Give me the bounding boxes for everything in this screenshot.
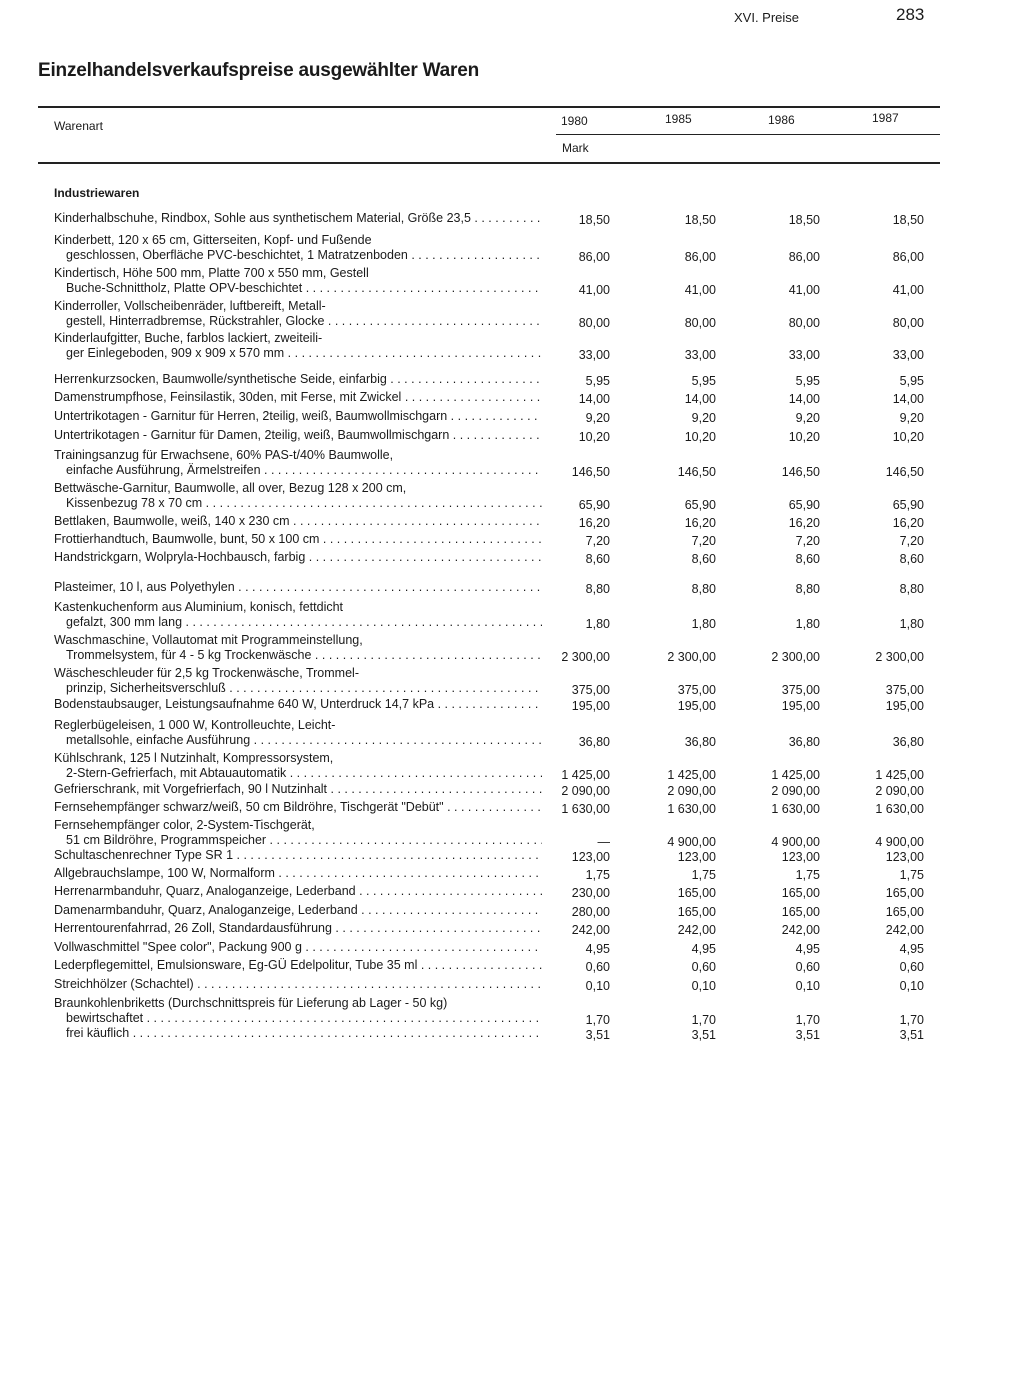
- price-cell-1986: 2 300,00: [771, 650, 820, 664]
- price-cell-1985: 86,00: [684, 250, 716, 264]
- description-line: Kinderbett, 120 x 65 cm, Gitterseiten, Kopf- und Fußende: [54, 233, 372, 247]
- price-cell-1985: 123,00: [677, 850, 716, 864]
- item-description: [54, 697, 542, 712]
- price-cell-1986: 1,75: [795, 868, 820, 882]
- page-title: Einzelhandelsverkaufspreise ausgewählter Waren: [38, 60, 479, 81]
- price-cell-1980: 4,95: [585, 942, 610, 956]
- price-cell-1980: 0,60: [585, 960, 610, 974]
- price-cell-1987: 123,00: [885, 850, 924, 864]
- price-cell-1986: 8,60: [795, 552, 820, 566]
- price-cell-1987: 14,00: [892, 392, 924, 406]
- price-cell-1986: 165,00: [781, 905, 820, 919]
- description-line: Lederpflegemittel, Emulsionsware, Eg-GÜ Edelpolitur, Tube 35 ml . . .: [54, 958, 542, 973]
- price-cell-1980: —: [597, 835, 610, 849]
- description-line: Schultaschenrechner Type SR 1 . . .: [54, 848, 542, 863]
- description-line: Bettwäsche-Garnitur, Baumwolle, all over, Bezug 128 x 200 cm,: [54, 481, 407, 495]
- column-header-year: 1987: [872, 111, 899, 125]
- price-cell-1987: 165,00: [885, 886, 924, 900]
- price-cell-1986: 86,00: [788, 250, 820, 264]
- price-cell-1987: 33,00: [892, 348, 924, 362]
- column-header-year: 1986: [768, 113, 795, 127]
- price-cell-1980: 7,20: [585, 534, 610, 548]
- item-description: [54, 211, 542, 226]
- price-cell-1987: 5,95: [899, 374, 924, 388]
- price-cell-1985: 80,00: [684, 316, 716, 330]
- item-description: [54, 818, 542, 848]
- price-cell-1987: 36,80: [892, 735, 924, 749]
- price-cell-1985: 146,50: [677, 465, 716, 479]
- price-cell-1986: 1,70 3,51: [795, 1013, 820, 1042]
- price-cell-1985: 2 090,00: [667, 784, 716, 798]
- price-cell-1985: 1,75: [691, 868, 716, 882]
- price-cell-1985: 7,20: [691, 534, 716, 548]
- item-description: [54, 550, 542, 565]
- price-cell-1986: 10,20: [788, 430, 820, 444]
- price-cell-1985: 8,80: [691, 582, 716, 596]
- description-line: bewirtschaftet . . .: [54, 1011, 542, 1026]
- description-line: Reglerbügeleisen, 1 000 W, Kontrolleuchte, Leicht-: [54, 718, 336, 732]
- price-cell-1986: 2 090,00: [771, 784, 820, 798]
- page-number: 283: [896, 5, 925, 24]
- price-cell-1985: 5,95: [691, 374, 716, 388]
- description-line: Damenarmbanduhr, Quarz, Analoganzeige, Lederband . . .: [54, 903, 542, 918]
- price-cell-1980: 80,00: [578, 316, 610, 330]
- price-cell-1987: 1 425,00: [875, 768, 924, 782]
- description-line: Vollwaschmittel "Spee color", Packung 900 g . . .: [54, 940, 542, 955]
- item-description: [54, 331, 542, 361]
- price-cell-1985: 165,00: [677, 905, 716, 919]
- price-cell-1985: 14,00: [684, 392, 716, 406]
- price-cell-1986: 8,80: [795, 582, 820, 596]
- price-cell-1987: 375,00: [885, 683, 924, 697]
- price-cell-1986: 4 900,00: [771, 835, 820, 849]
- price-cell-1985: 195,00: [677, 699, 716, 713]
- item-description: [54, 428, 542, 443]
- description-line: Herrenkurzsocken, Baumwolle/synthetische Seide, einfarbig . . .: [54, 372, 542, 387]
- price-cell-1986: 5,95: [795, 374, 820, 388]
- price-cell-1987: 9,20: [899, 411, 924, 425]
- description-line: Herrenarmbanduhr, Quarz, Analoganzeige, Lederband . . .: [54, 884, 542, 899]
- price-cell-1987: 195,00: [885, 699, 924, 713]
- price-cell-1980: 33,00: [578, 348, 610, 362]
- price-cell-1980: 1,80: [585, 617, 610, 631]
- item-description: [54, 884, 542, 899]
- unit-label: Mark: [562, 141, 589, 155]
- description-line: Allgebrauchslampe, 100 W, Normalform . . .: [54, 866, 542, 881]
- description-line: Untertrikotagen - Garnitur für Damen, 2teilig, weiß, Baumwollmischgarn . . .: [54, 428, 542, 443]
- price-cell-1986: 0,60: [795, 960, 820, 974]
- price-cell-1987: 18,50: [892, 213, 924, 227]
- price-cell-1986: 146,50: [781, 465, 820, 479]
- price-cell-1980: 8,80: [585, 582, 610, 596]
- price-cell-1985: 1,80: [691, 617, 716, 631]
- price-cell-1980: 16,20: [578, 516, 610, 530]
- price-cell-1980: 230,00: [571, 886, 610, 900]
- price-cell-1986: 375,00: [781, 683, 820, 697]
- description-line: gefalzt, 300 mm lang . . .: [54, 615, 542, 630]
- item-description: [54, 800, 542, 815]
- description-line: Fernsehempfänger schwarz/weiß, 50 cm Bildröhre, Tischgerät "Debüt" . . .: [54, 800, 542, 815]
- item-description: [54, 718, 542, 748]
- price-cell-1986: 14,00: [788, 392, 820, 406]
- item-description: [54, 977, 542, 992]
- price-cell-1985: 4 900,00: [667, 835, 716, 849]
- item-description: [54, 448, 542, 478]
- section-heading: Industriewaren: [54, 186, 140, 200]
- description-line: Damenstrumpfhose, Feinsilastik, 30den, mit Ferse, mit Zwickel . . .: [54, 390, 542, 405]
- price-cell-1985: 375,00: [677, 683, 716, 697]
- description-line: Kühlschrank, 125 l Nutzinhalt, Kompressorsystem,: [54, 751, 334, 765]
- price-cell-1985: 8,60: [691, 552, 716, 566]
- description-line: 51 cm Bildröhre, Programmspeicher . . .: [54, 833, 542, 848]
- price-cell-1987: 165,00: [885, 905, 924, 919]
- item-description: [54, 940, 542, 955]
- price-cell-1980: 18,50: [578, 213, 610, 227]
- description-line: ger Einlegeboden, 909 x 909 x 570 mm . . .: [54, 346, 542, 361]
- item-description: [54, 481, 542, 511]
- price-cell-1985: 165,00: [677, 886, 716, 900]
- price-cell-1986: 195,00: [781, 699, 820, 713]
- item-description: [54, 532, 542, 547]
- price-cell-1986: 9,20: [795, 411, 820, 425]
- price-cell-1987: 86,00: [892, 250, 924, 264]
- price-cell-1987: 1,80: [899, 617, 924, 631]
- item-description: [54, 390, 542, 405]
- price-cell-1986: 0,10: [795, 979, 820, 993]
- item-description: [54, 866, 542, 881]
- price-cell-1987: 2 090,00: [875, 784, 924, 798]
- item-description: [54, 514, 542, 529]
- item-description: [54, 848, 542, 863]
- price-cell-1987: 242,00: [885, 923, 924, 937]
- description-line: metallsohle, einfache Ausführung . . .: [54, 733, 542, 748]
- description-line: gestell, Hinterradbremse, Rückstrahler, Glocke . . .: [54, 314, 542, 329]
- description-line: Kissenbezug 78 x 70 cm . . .: [54, 496, 542, 511]
- item-description: [54, 266, 542, 296]
- description-line: einfache Ausführung, Ärmelstreifen . . .: [54, 463, 542, 478]
- description-line: geschlossen, Oberfläche PVC-beschichtet, 1 Matratzenboden . . .: [54, 248, 542, 263]
- price-cell-1985: 65,90: [684, 498, 716, 512]
- item-description: [54, 958, 542, 973]
- price-cell-1987: 2 300,00: [875, 650, 924, 664]
- price-cell-1986: 33,00: [788, 348, 820, 362]
- price-cell-1980: 1,75: [585, 868, 610, 882]
- price-cell-1987: 4 900,00: [875, 835, 924, 849]
- description-line: Waschmaschine, Vollautomat mit Programmeinstellung,: [54, 633, 363, 647]
- price-cell-1987: 1,75: [899, 868, 924, 882]
- price-cell-1980: 65,90: [578, 498, 610, 512]
- description-line: Untertrikotagen - Garnitur für Herren, 2teilig, weiß, Baumwollmischgarn . . .: [54, 409, 542, 424]
- price-cell-1985: 16,20: [684, 516, 716, 530]
- item-description: [54, 633, 542, 663]
- price-cell-1985: 18,50: [684, 213, 716, 227]
- price-cell-1985: 10,20: [684, 430, 716, 444]
- price-cell-1987: 65,90: [892, 498, 924, 512]
- price-cell-1985: 0,60: [691, 960, 716, 974]
- price-cell-1987: 146,50: [885, 465, 924, 479]
- price-cell-1980: 86,00: [578, 250, 610, 264]
- item-description: [54, 751, 542, 781]
- price-cell-1985: 242,00: [677, 923, 716, 937]
- price-cell-1987: 80,00: [892, 316, 924, 330]
- item-description: [54, 903, 542, 918]
- column-header-year: 1985: [665, 112, 692, 126]
- description-line: Braunkohlenbriketts (Durchschnittspreis für Lieferung ab Lager - 50 kg): [54, 996, 448, 1010]
- description-line: Streichhölzer (Schachtel) . . .: [54, 977, 542, 992]
- description-line: Trommelsystem, für 4 - 5 kg Trockenwäsche . . .: [54, 648, 542, 663]
- price-cell-1980: 14,00: [578, 392, 610, 406]
- description-line: prinzip, Sicherheitsverschluß . . .: [54, 681, 542, 696]
- price-cell-1987: 16,20: [892, 516, 924, 530]
- price-cell-1985: 2 300,00: [667, 650, 716, 664]
- price-cell-1986: 165,00: [781, 886, 820, 900]
- price-cell-1987: 8,80: [899, 582, 924, 596]
- description-line: 2-Stern-Gefrierfach, mit Abtauautomatik . . .: [54, 766, 542, 781]
- price-cell-1980: 2 300,00: [561, 650, 610, 664]
- price-cell-1986: 1 425,00: [771, 768, 820, 782]
- description-line: Buche-Schnittholz, Platte OPV-beschichtet . . .: [54, 281, 542, 296]
- chapter-heading: XVI. Preise: [734, 10, 800, 25]
- description-line: Kinderlaufgitter, Buche, farblos lackiert, zweiteili-: [54, 331, 323, 345]
- price-cell-1980: 123,00: [571, 850, 610, 864]
- price-cell-1986: 41,00: [788, 283, 820, 297]
- price-cell-1986: 16,20: [788, 516, 820, 530]
- description-line: Herrentourenfahrrad, 26 Zoll, Standardausführung . . .: [54, 921, 542, 936]
- price-cell-1987: 1 630,00: [875, 802, 924, 816]
- price-cell-1985: 1,70 3,51: [691, 1013, 716, 1042]
- item-description: [54, 921, 542, 936]
- item-description: [54, 600, 542, 630]
- price-cell-1980: 10,20: [578, 430, 610, 444]
- description-line: Kinderroller, Vollscheibenräder, luftbereift, Metall-: [54, 299, 326, 313]
- description-line: Frottierhandtuch, Baumwolle, bunt, 50 x 100 cm . . .: [54, 532, 542, 547]
- price-cell-1985: 1 425,00: [667, 768, 716, 782]
- price-cell-1980: 36,80: [578, 735, 610, 749]
- price-cell-1986: 18,50: [788, 213, 820, 227]
- price-cell-1980: 242,00: [571, 923, 610, 937]
- price-cell-1986: 7,20: [795, 534, 820, 548]
- price-cell-1980: 146,50: [571, 465, 610, 479]
- description-line: Kindertisch, Höhe 500 mm, Platte 700 x 550 mm, Gestell: [54, 266, 369, 280]
- item-description: [54, 409, 542, 424]
- price-cell-1985: 36,80: [684, 735, 716, 749]
- column-header-warenart: Warenart: [54, 119, 103, 133]
- item-description: [54, 233, 542, 263]
- description-line: Bodenstaubsauger, Leistungsaufnahme 640 W, Unterdruck 14,7 kPa . . .: [54, 697, 542, 712]
- price-cell-1980: 1 425,00: [561, 768, 610, 782]
- price-cell-1986: 36,80: [788, 735, 820, 749]
- price-cell-1987: 4,95: [899, 942, 924, 956]
- price-cell-1980: 195,00: [571, 699, 610, 713]
- price-cell-1986: 65,90: [788, 498, 820, 512]
- price-cell-1985: 1 630,00: [667, 802, 716, 816]
- description-line: Trainingsanzug für Erwachsene, 60% PAS-t/40% Baumwolle,: [54, 448, 394, 462]
- description-line: Kinderhalbschuhe, Rindbox, Sohle aus synthetischem Material, Größe 23,5 . . .: [54, 211, 542, 226]
- price-cell-1986: 1,80: [795, 617, 820, 631]
- price-cell-1987: 41,00: [892, 283, 924, 297]
- price-cell-1985: 9,20: [691, 411, 716, 425]
- price-cell-1980: 5,95: [585, 374, 610, 388]
- price-cell-1980: 8,60: [585, 552, 610, 566]
- price-cell-1987: 10,20: [892, 430, 924, 444]
- price-cell-1986: 123,00: [781, 850, 820, 864]
- price-cell-1985: 41,00: [684, 283, 716, 297]
- price-cell-1987: 1,70 3,51: [899, 1013, 924, 1042]
- price-cell-1986: 242,00: [781, 923, 820, 937]
- item-description: [54, 782, 542, 797]
- price-cell-1987: 0,10: [899, 979, 924, 993]
- price-cell-1980: 375,00: [571, 683, 610, 697]
- price-cell-1987: 7,20: [899, 534, 924, 548]
- description-line: Fernsehempfänger color, 2-System-Tischgerät,: [54, 818, 315, 832]
- column-header-year: 1980: [561, 114, 588, 128]
- price-cell-1980: 2 090,00: [561, 784, 610, 798]
- description-line: Wäscheschleuder für 2,5 kg Trockenwäsche, Trommel-: [54, 666, 359, 680]
- price-cell-1987: 8,60: [899, 552, 924, 566]
- price-cell-1985: 33,00: [684, 348, 716, 362]
- item-description: [54, 666, 542, 696]
- price-cell-1980: 9,20: [585, 411, 610, 425]
- item-description: [54, 580, 542, 595]
- price-cell-1980: 1 630,00: [561, 802, 610, 816]
- price-cell-1986: 4,95: [795, 942, 820, 956]
- item-description: [54, 299, 542, 329]
- price-cell-1987: 0,60: [899, 960, 924, 974]
- price-cell-1985: 0,10: [691, 979, 716, 993]
- description-line: Bettlaken, Baumwolle, weiß, 140 x 230 cm . . .: [54, 514, 542, 529]
- description-line: Gefrierschrank, mit Vorgefrierfach, 90 l Nutzinhalt . . .: [54, 782, 542, 797]
- price-cell-1980: 280,00: [571, 905, 610, 919]
- item-description: [54, 996, 542, 1041]
- description-line: Kastenkuchenform aus Aluminium, konisch, fettdicht: [54, 600, 344, 614]
- description-line: Handstrickgarn, Wolpryla-Hochbausch, farbig . . .: [54, 550, 542, 565]
- description-line: Plasteimer, 10 l, aus Polyethylen . . .: [54, 580, 542, 595]
- price-cell-1980: 41,00: [578, 283, 610, 297]
- description-line: frei käuflich . . .: [54, 1026, 542, 1041]
- price-cell-1980: 1,70 3,51: [585, 1013, 610, 1042]
- price-cell-1985: 4,95: [691, 942, 716, 956]
- price-cell-1986: 80,00: [788, 316, 820, 330]
- price-cell-1986: 1 630,00: [771, 802, 820, 816]
- item-description: [54, 372, 542, 387]
- price-cell-1980: 0,10: [585, 979, 610, 993]
